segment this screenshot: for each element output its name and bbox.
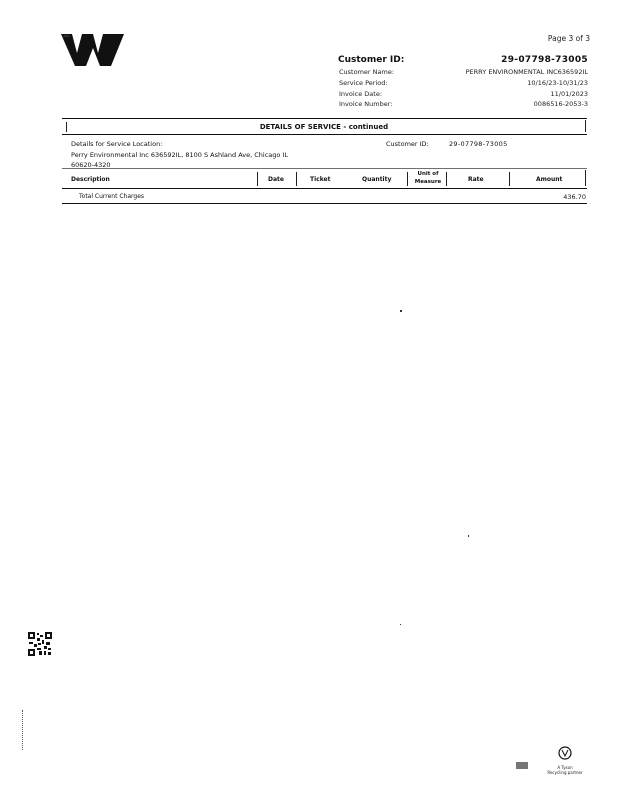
- location-customer-id-label: Customer ID:: [386, 140, 429, 148]
- location-rule: [62, 168, 587, 169]
- section-title-rule: [62, 134, 587, 135]
- service-location-label: Details for Service Location:: [71, 140, 163, 148]
- col-divider: [296, 172, 297, 186]
- col-uom-header: [408, 171, 448, 186]
- invoice-date-value: 11/01/2023: [550, 90, 588, 98]
- col-rate-header: Rate: [468, 176, 484, 183]
- total-charges-label: Total Current Charges: [79, 193, 145, 200]
- uom-line-1: Unit of: [417, 171, 439, 177]
- total-bottom-rule: [62, 203, 587, 204]
- scan-edge-marks: [22, 710, 24, 750]
- page-number: Page 3 of 3: [547, 34, 590, 43]
- col-description-header: Description: [71, 176, 110, 183]
- customer-name-label: Customer Name:: [339, 68, 395, 76]
- col-divider: [257, 172, 258, 186]
- scan-speck: [400, 310, 402, 312]
- col-divider: [446, 172, 447, 186]
- partner-emblem-text-1: A Tyson: [557, 765, 573, 770]
- col-quantity-header: Quantity: [362, 176, 392, 183]
- scan-speck: [468, 535, 469, 537]
- total-charges-value: 436.70: [563, 193, 586, 201]
- section-top-rule: [62, 118, 587, 119]
- invoice-number-label: Invoice Number:: [339, 100, 393, 108]
- col-date-header: Date: [268, 176, 284, 183]
- service-period-value: 10/16/23-10/31/23: [527, 79, 588, 87]
- invoice-number-value: 0086516-2053-3: [533, 100, 588, 108]
- col-ticket-header: Ticket: [310, 176, 331, 183]
- document-qr-code: [28, 632, 52, 660]
- section-title: DETAILS OF SERVICE - continued: [259, 123, 389, 131]
- uom-line-2: Measure: [414, 178, 442, 185]
- customer-id-label: Customer ID:: [338, 55, 405, 65]
- address-line-2: 60620-4320: [71, 160, 111, 169]
- location-customer-id-value: 29-07798-73005: [449, 140, 508, 148]
- company-logo: [61, 34, 125, 70]
- scan-speck: [400, 624, 401, 625]
- partner-emblem: [545, 745, 585, 775]
- service-period-label: Service Period:: [339, 79, 388, 87]
- col-divider: [585, 170, 586, 186]
- customer-name-value: PERRY ENVIRONMENTAL INC636592IL: [465, 68, 588, 76]
- col-divider: [509, 172, 510, 186]
- customer-id-value: 29-07798-73005: [501, 55, 588, 65]
- address-line-1: Perry Environmental Inc 636592IL, 8100 S Ashland Ave, Chicago IL: [71, 151, 288, 159]
- scan-stamp-mark: [516, 762, 528, 769]
- col-amount-header: Amount: [536, 176, 563, 183]
- invoice-date-label: Invoice Date:: [339, 90, 383, 98]
- partner-emblem-text-2: Recycling partner: [547, 770, 583, 775]
- header-bottom-rule: [62, 188, 587, 189]
